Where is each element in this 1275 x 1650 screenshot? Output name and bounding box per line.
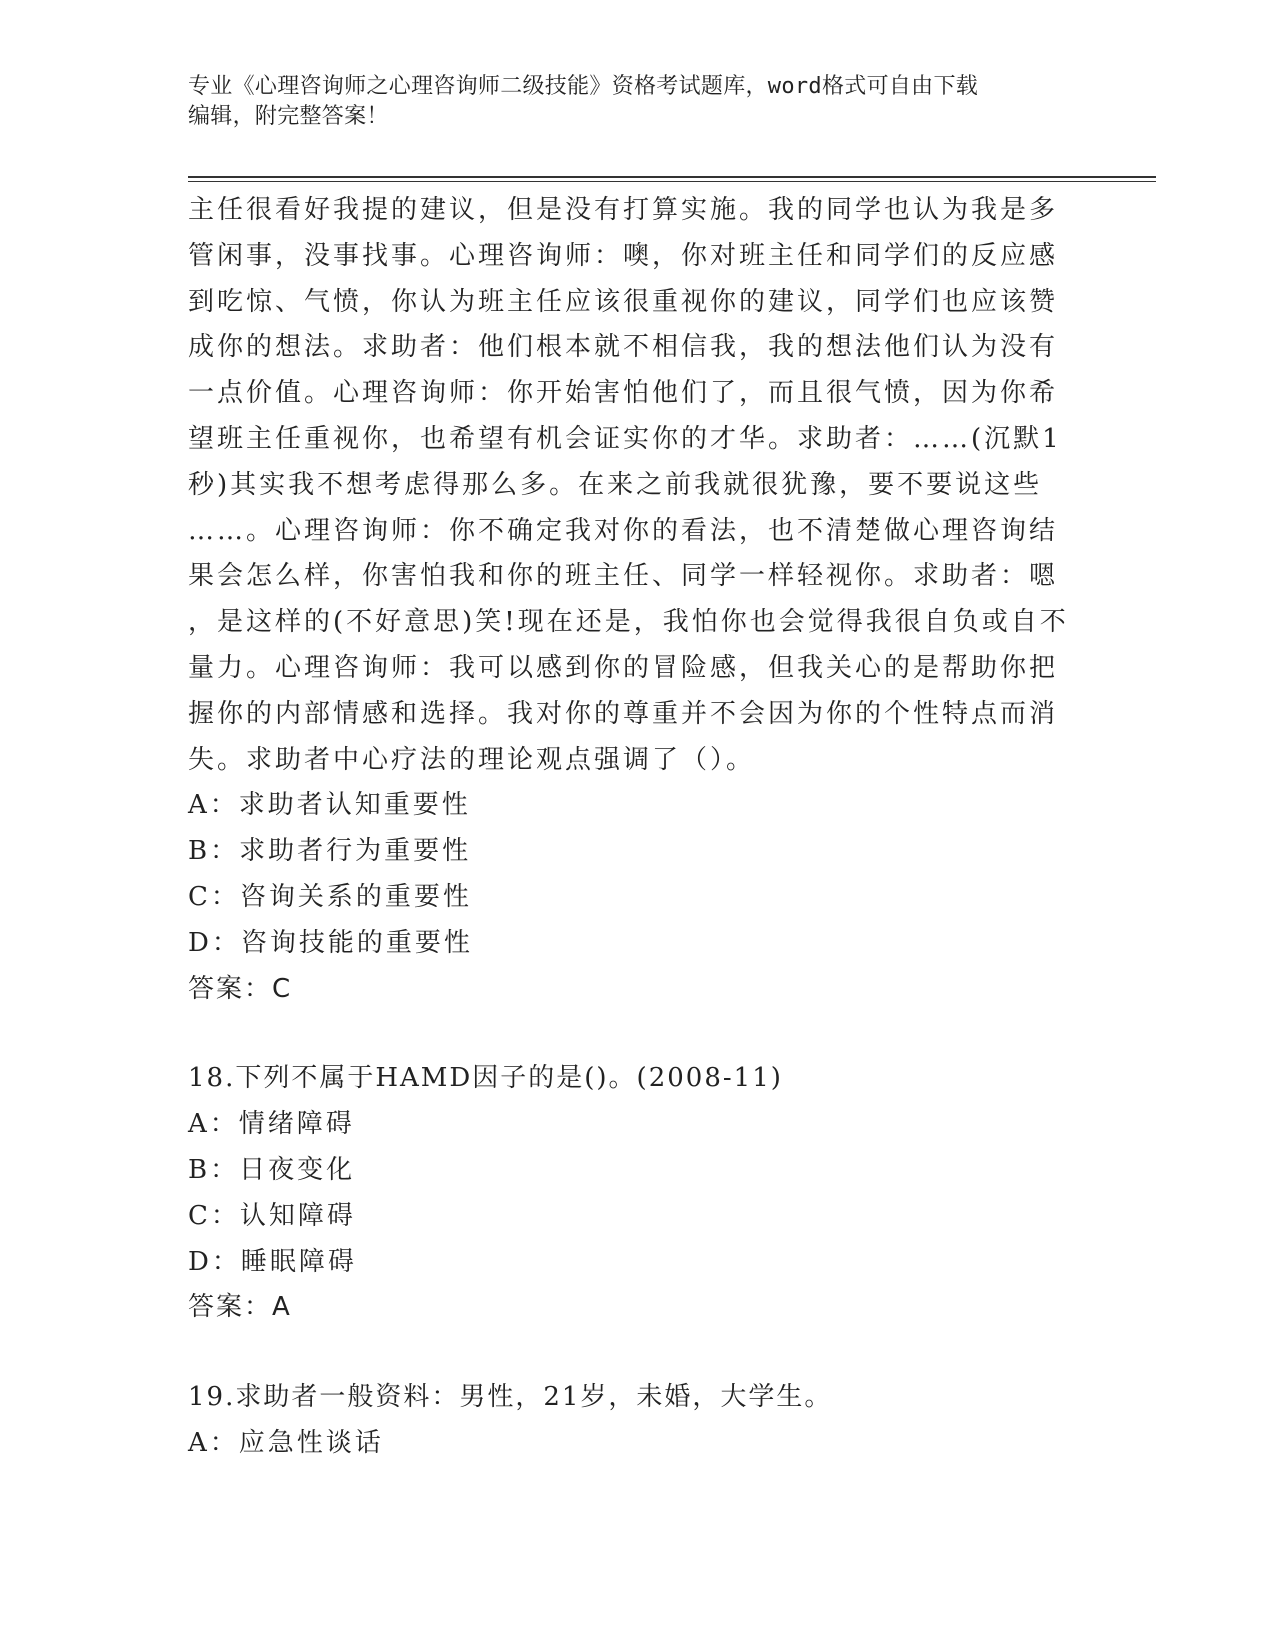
question-17-line: 量力。心理咨询师：我可以感到你的冒险感，但我关心的是帮助你把 (188, 652, 1059, 683)
header-rule-thin (188, 181, 1156, 182)
question-18-block (188, 1056, 1088, 1331)
question-17-line: 握你的内部情感和选择。我对你的尊重并不会因为你的个性特点而消 (188, 698, 1059, 729)
question-19-block (188, 1375, 1088, 1467)
question-17-option-a: A：求助者认知重要性 (188, 790, 471, 821)
question-18-option-a: A：情绪障碍 (188, 1109, 355, 1140)
question-17-line: 到吃惊、气愤，你认为班主任应该很重视你的建议，同学们也应该赞 (188, 286, 1059, 317)
spacer (188, 1012, 1088, 1056)
question-17-line: 成你的想法。求助者：他们根本就不相信我，我的想法他们认为没有 (188, 332, 1059, 363)
question-19-option-a: A：应急性谈话 (188, 1427, 384, 1458)
question-17-option-d: D：咨询技能的重要性 (188, 927, 473, 958)
question-17-option-c: C：咨询关系的重要性 (188, 881, 472, 912)
question-17-line: ……。心理咨询师：你不确定我对你的看法，也不清楚做心理咨询结 (188, 515, 1059, 546)
page-header (188, 72, 1068, 132)
header-line-1: 专业《心理咨询师之心理咨询师二级技能》资格考试题库，word格式可自由下载 (188, 74, 979, 99)
question-17-line: 管闲事，没事找事。心理咨询师：噢，你对班主任和同学们的反应感 (188, 240, 1059, 271)
header-line-2: 编辑，附完整答案！ (188, 104, 389, 129)
question-17-line: 秒)其实我不想考虑得那么多。在来之前我就很犹豫，要不要说这些 (188, 469, 1043, 500)
question-17-line: 失。求助者中心疗法的理论观点强调了（）。 (188, 744, 756, 775)
question-17-option-b: B：求助者行为重要性 (188, 836, 472, 867)
question-18-title: 18.下列不属于HAMD因子的是()。(2008-11) (188, 1063, 783, 1094)
question-18-option-b: B：日夜变化 (188, 1154, 356, 1185)
question-19-title: 19.求助者一般资料：男性，21岁，未婚，大学生。 (188, 1382, 833, 1413)
header-rule-thick (188, 176, 1156, 178)
question-18-option-d: D：睡眠障碍 (188, 1246, 357, 1277)
question-18-option-c: C：认知障碍 (188, 1200, 356, 1231)
spacer (188, 1331, 1088, 1375)
question-17-line: ，是这样的(不好意思)笑!现在还是，我怕你也会觉得我很自负或自不 (188, 607, 1069, 638)
question-17-answer: 答案：C (188, 973, 293, 1004)
question-17-block (188, 188, 1088, 1012)
question-18-answer: 答案：A (188, 1292, 292, 1323)
question-17-line: 一点价值。心理咨询师：你开始害怕他们了，而且很气愤，因为你希 (188, 378, 1059, 409)
question-17-line: 主任很看好我提的建议，但是没有打算实施。我的同学也认为我是多 (188, 195, 1059, 225)
question-17-line: 望班主任重视你，也希望有机会证实你的才华。求助者：……(沉默1 (188, 423, 1062, 454)
question-17-line: 果会怎么样，你害怕我和你的班主任、同学一样轻视你。求助者：嗯 (188, 561, 1059, 592)
main-content (188, 188, 1088, 1467)
